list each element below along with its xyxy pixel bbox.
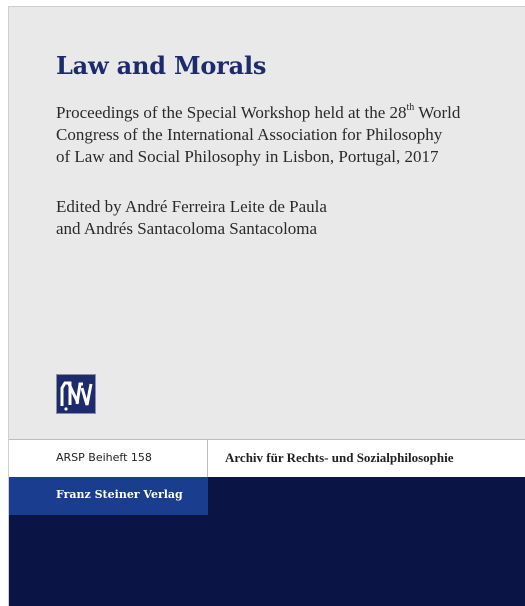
series-cell bbox=[9, 440, 208, 478]
series-label: ARSP Beiheft 158 bbox=[56, 451, 152, 464]
subtitle-line-1-post: World bbox=[414, 103, 461, 122]
editors-line-1: Edited by André Ferreira Leite de Paula bbox=[56, 197, 327, 216]
publisher-footer bbox=[9, 477, 525, 606]
publisher-box bbox=[9, 477, 208, 515]
publisher-logo-graphic bbox=[57, 375, 95, 413]
journal-label: Archiv für Rechts- und Sozialphilosophie bbox=[225, 450, 454, 465]
publisher-label: Franz Steiner Verlag bbox=[56, 488, 183, 501]
subtitle-line-1 bbox=[56, 102, 506, 124]
book-title: Law and Morals bbox=[56, 51, 267, 80]
subtitle-line-3: of Law and Social Philosophy in Lisbon, Portugal, 2017 bbox=[56, 147, 439, 166]
book-subtitle bbox=[56, 102, 506, 168]
series-band bbox=[9, 439, 525, 478]
book-cover bbox=[8, 6, 525, 606]
subtitle-line-1-pre: Proceedings of the Special Workshop held at the 28 bbox=[56, 103, 407, 122]
subtitle-line-2: Congress of the International Association for Philosophy bbox=[56, 125, 443, 144]
editors-line-2: and Andrés Santacoloma Santacoloma bbox=[56, 219, 318, 238]
editors bbox=[56, 196, 506, 240]
publisher-logo-icon bbox=[56, 374, 96, 414]
subtitle-ordinal-suffix: th bbox=[406, 102, 415, 114]
